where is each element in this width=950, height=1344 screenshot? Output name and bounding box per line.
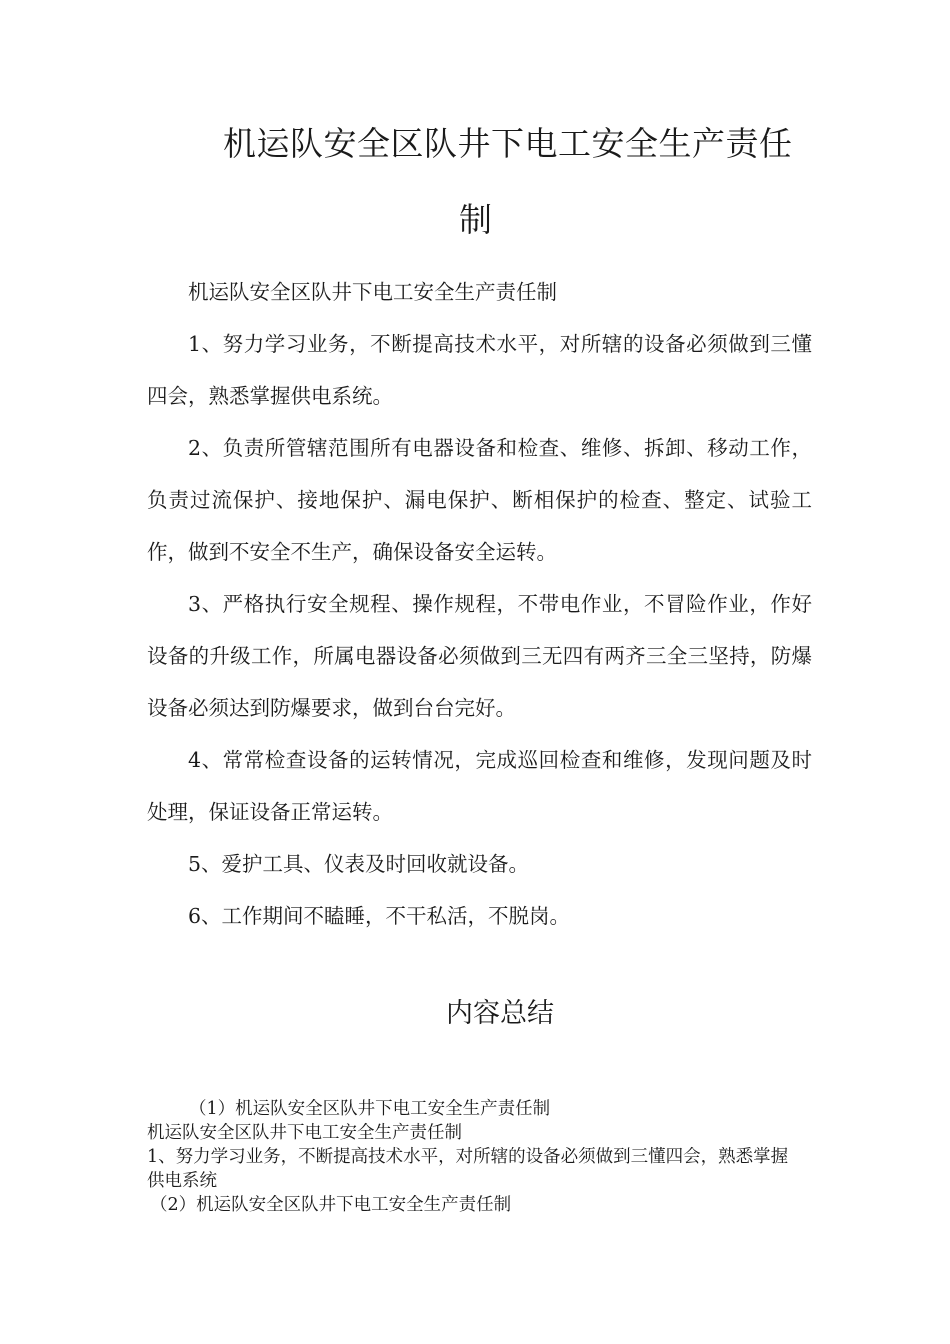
body-paragraph-item-2: 2、负责所管辖范围所有电器设备和检查、维修、拆卸、移动工作，负责过流保护、接地保护、漏电保护、断相保护的检查、整定、试验工作，做到不安全不生产，确保设备安全运转。 — [147, 436, 812, 564]
summary-heading: 内容总结 — [446, 998, 554, 1029]
document-title-line-2: 制 — [459, 200, 493, 239]
summary-block — [147, 1097, 797, 1217]
summary-line-1: （1）机运队安全区队井下电工安全生产责任制 — [189, 1099, 551, 1119]
body-paragraph-item-5: 5、爱护工具、仪表及时回收就设备。 — [188, 852, 530, 876]
body-paragraph-item-1: 1、努力学习业务，不断提高技术水平，对所辖的设备必须做到三懂四会，熟悉掌握供电系统。 — [147, 332, 812, 408]
body-paragraph-item-6: 6、工作期间不瞌睡，不干私活，不脱岗。 — [188, 904, 571, 928]
document-title-line-1: 机运队安全区队井下电工安全生产责任 — [223, 124, 793, 163]
document-body — [147, 266, 812, 942]
summary-line-3: 1、努力学习业务，不断提高技术水平，对所辖的设备必须做到三懂四会，熟悉掌握供电系统 — [147, 1147, 789, 1191]
body-paragraph-item-4: 4、常常检查设备的运转情况，完成巡回检查和维修，发现问题及时处理，保证设备正常运转。 — [147, 748, 812, 824]
body-paragraph-heading: 机运队安全区队井下电工安全生产责任制 — [188, 280, 557, 304]
summary-line-4: （2）机运队安全区队井下电工安全生产责任制 — [150, 1195, 512, 1215]
summary-line-2: 机运队安全区队井下电工安全生产责任制 — [147, 1123, 462, 1143]
body-paragraph-item-3: 3、严格执行安全规程、操作规程，不带电作业，不冒险作业，作好设备的升级工作，所属电器设备必须做到三无四有两齐三全三坚持，防爆设备必须达到防爆要求，做到台台完好。 — [147, 592, 812, 720]
